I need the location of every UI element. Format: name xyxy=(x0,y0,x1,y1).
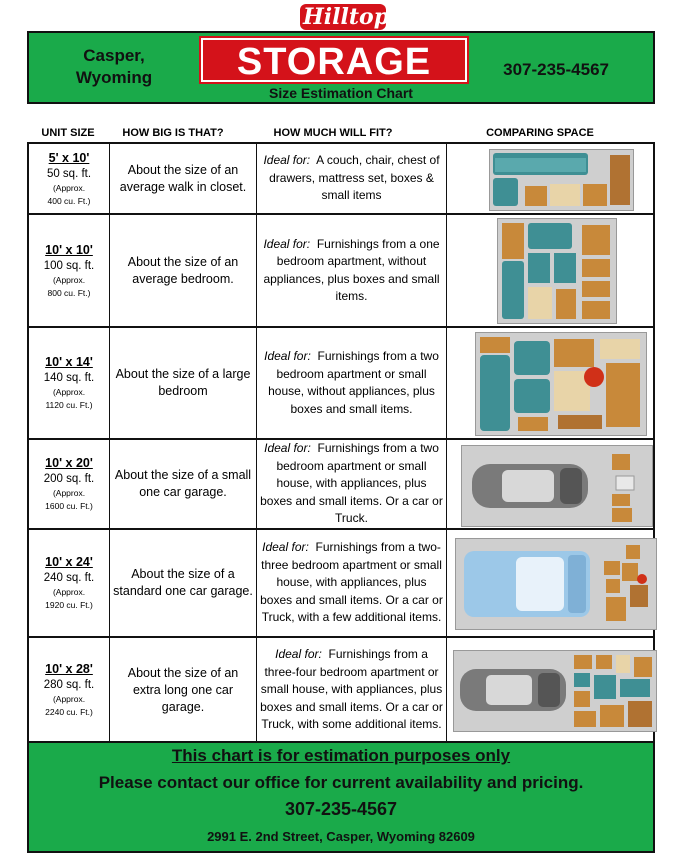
fit-description: Furnishings from a one bedroom apartment, without appliances, plus boxes and small items. xyxy=(263,236,440,303)
footer-address: 2991 E. 2nd Street, Casper, Wyoming 82609 xyxy=(207,829,475,844)
ideal-for-label: Ideal for: xyxy=(264,441,311,456)
table-row xyxy=(29,144,653,215)
unit-layout-image xyxy=(453,650,657,732)
location xyxy=(59,45,169,89)
comparing-space-cell xyxy=(447,328,653,438)
table-row xyxy=(29,530,653,638)
ideal-for-label: Ideal for: xyxy=(262,540,309,555)
footer-phone: 307-235-4567 xyxy=(284,799,398,819)
unit-cuft-line1: (Approx. xyxy=(52,182,86,193)
state-name: Wyoming xyxy=(75,68,153,87)
how-much-cell xyxy=(257,638,447,742)
logo-script-text: Hilltop xyxy=(300,4,386,30)
how-much-cell xyxy=(257,215,447,326)
comparing-space-cell xyxy=(447,638,653,742)
unit-layout-image xyxy=(497,218,617,324)
how-much-cell xyxy=(257,440,447,528)
ideal-for-label: Ideal for: xyxy=(264,349,311,363)
unit-dimensions: 10' x 20' xyxy=(45,456,93,470)
comparing-space-cell xyxy=(447,440,653,528)
unit-size-cell xyxy=(29,440,110,528)
unit-cuft-line1: (Approx. xyxy=(52,387,86,397)
how-big-cell: About the size of a small one car garage. xyxy=(110,440,257,528)
unit-size-cell xyxy=(29,144,110,213)
unit-cuft-line2: 1600 cu. Ft.) xyxy=(45,501,93,511)
fit-description: Furnishings from a three-four bedroom apartment or small house, with appliances, plus boxes and small items. Or a car or Truck, with some additional items. xyxy=(260,647,443,732)
unit-sqft: 280 sq. ft. xyxy=(43,679,95,691)
unit-dimensions: 10' x 24' xyxy=(45,555,93,569)
unit-cuft-line2: 400 cu. Ft.) xyxy=(47,195,91,206)
unit-sqft: 200 sq. ft. xyxy=(43,473,95,485)
comparing-space-cell xyxy=(447,144,653,213)
logo-main-text: STORAGE xyxy=(236,41,432,83)
fit-description: A couch, chair, chest of drawers, mattress set, boxes & small items xyxy=(269,153,440,203)
unit-cuft-line1: (Approx. xyxy=(52,274,86,285)
col-header-how-big: HOW BIG IS THAT? xyxy=(122,127,224,139)
contact-text: Please contact our office for current availability and pricing. xyxy=(98,773,584,792)
size-table xyxy=(27,142,655,744)
unit-cuft-line2: 1920 cu. Ft.) xyxy=(45,600,93,610)
unit-cuft-line1: (Approx. xyxy=(52,694,86,704)
unit-dimensions: 10' x 10' xyxy=(45,242,93,257)
city-name: Casper, xyxy=(83,46,145,65)
col-header-unit-size: UNIT SIZE xyxy=(41,127,95,139)
how-much-cell xyxy=(257,530,447,636)
unit-cuft-line2: 800 cu. Ft.) xyxy=(47,287,91,298)
unit-sqft: 140 sq. ft. xyxy=(43,372,95,384)
how-big-cell: About the size of an average bedroom. xyxy=(110,215,257,326)
unit-layout-image xyxy=(489,149,634,211)
unit-layout-image xyxy=(475,332,647,436)
unit-size-cell xyxy=(29,215,110,326)
unit-dimensions: 5' x 10' xyxy=(48,150,90,165)
unit-cuft-line2: 2240 cu. Ft.) xyxy=(45,707,93,717)
disclaimer-text: This chart is for estimation purposes only xyxy=(171,746,511,765)
unit-sqft: 100 sq. ft. xyxy=(43,259,95,272)
fit-description: Furnishings from a two bedroom apartment or small house, without appliances, plus boxes and small items. xyxy=(268,349,439,416)
unit-sqft: 240 sq. ft. xyxy=(43,572,95,584)
table-row xyxy=(29,215,653,328)
comparing-space-cell xyxy=(447,530,653,636)
how-big-cell: About the size of a standard one car garage. xyxy=(110,530,257,636)
col-header-comparing: COMPARING SPACE xyxy=(486,127,594,139)
unit-cuft-line1: (Approx. xyxy=(52,488,86,498)
unit-dimensions: 10' x 28' xyxy=(45,662,93,676)
col-header-how-much: HOW MUCH WILL FIT? xyxy=(273,127,393,139)
table-row xyxy=(29,440,653,530)
how-much-cell xyxy=(257,144,447,213)
comparing-space-cell xyxy=(447,215,653,326)
unit-size-cell xyxy=(29,328,110,438)
unit-cuft-line1: (Approx. xyxy=(52,587,86,597)
how-much-cell xyxy=(257,328,447,438)
unit-sqft: 50 sq. ft. xyxy=(46,167,92,180)
how-big-cell: About the size of an average walk in closet. xyxy=(110,144,257,213)
ideal-for-label: Ideal for: xyxy=(263,236,311,251)
fit-description: Furnishings from a two-three bedroom apartment or small house, with appliances, plus boxes and small items. Or a car or Truck, with a few additional items. xyxy=(260,540,443,625)
page-subtitle: Size Estimation Chart xyxy=(269,85,413,101)
unit-cuft-line2: 1120 cu. Ft.) xyxy=(45,400,93,410)
fit-description: Furnishings from a two bedroom apartment or small house, with appliances, plus boxes and small items. Or a car or Truck. xyxy=(260,441,443,526)
table-row xyxy=(29,328,653,440)
storage-logo xyxy=(201,38,467,82)
footer-banner xyxy=(27,741,655,853)
header-phone: 307-235-4567 xyxy=(503,60,609,79)
ideal-for-label: Ideal for: xyxy=(263,153,311,168)
unit-size-cell xyxy=(29,638,110,742)
how-big-cell: About the size of a large bedroom xyxy=(110,328,257,438)
table-row xyxy=(29,638,653,744)
unit-dimensions: 10' x 14' xyxy=(45,355,93,369)
unit-layout-image xyxy=(455,538,657,630)
ideal-for-label: Ideal for: xyxy=(275,647,322,662)
unit-layout-image xyxy=(461,445,653,527)
how-big-cell: About the size of an extra long one car garage. xyxy=(110,638,257,742)
unit-size-cell xyxy=(29,530,110,636)
